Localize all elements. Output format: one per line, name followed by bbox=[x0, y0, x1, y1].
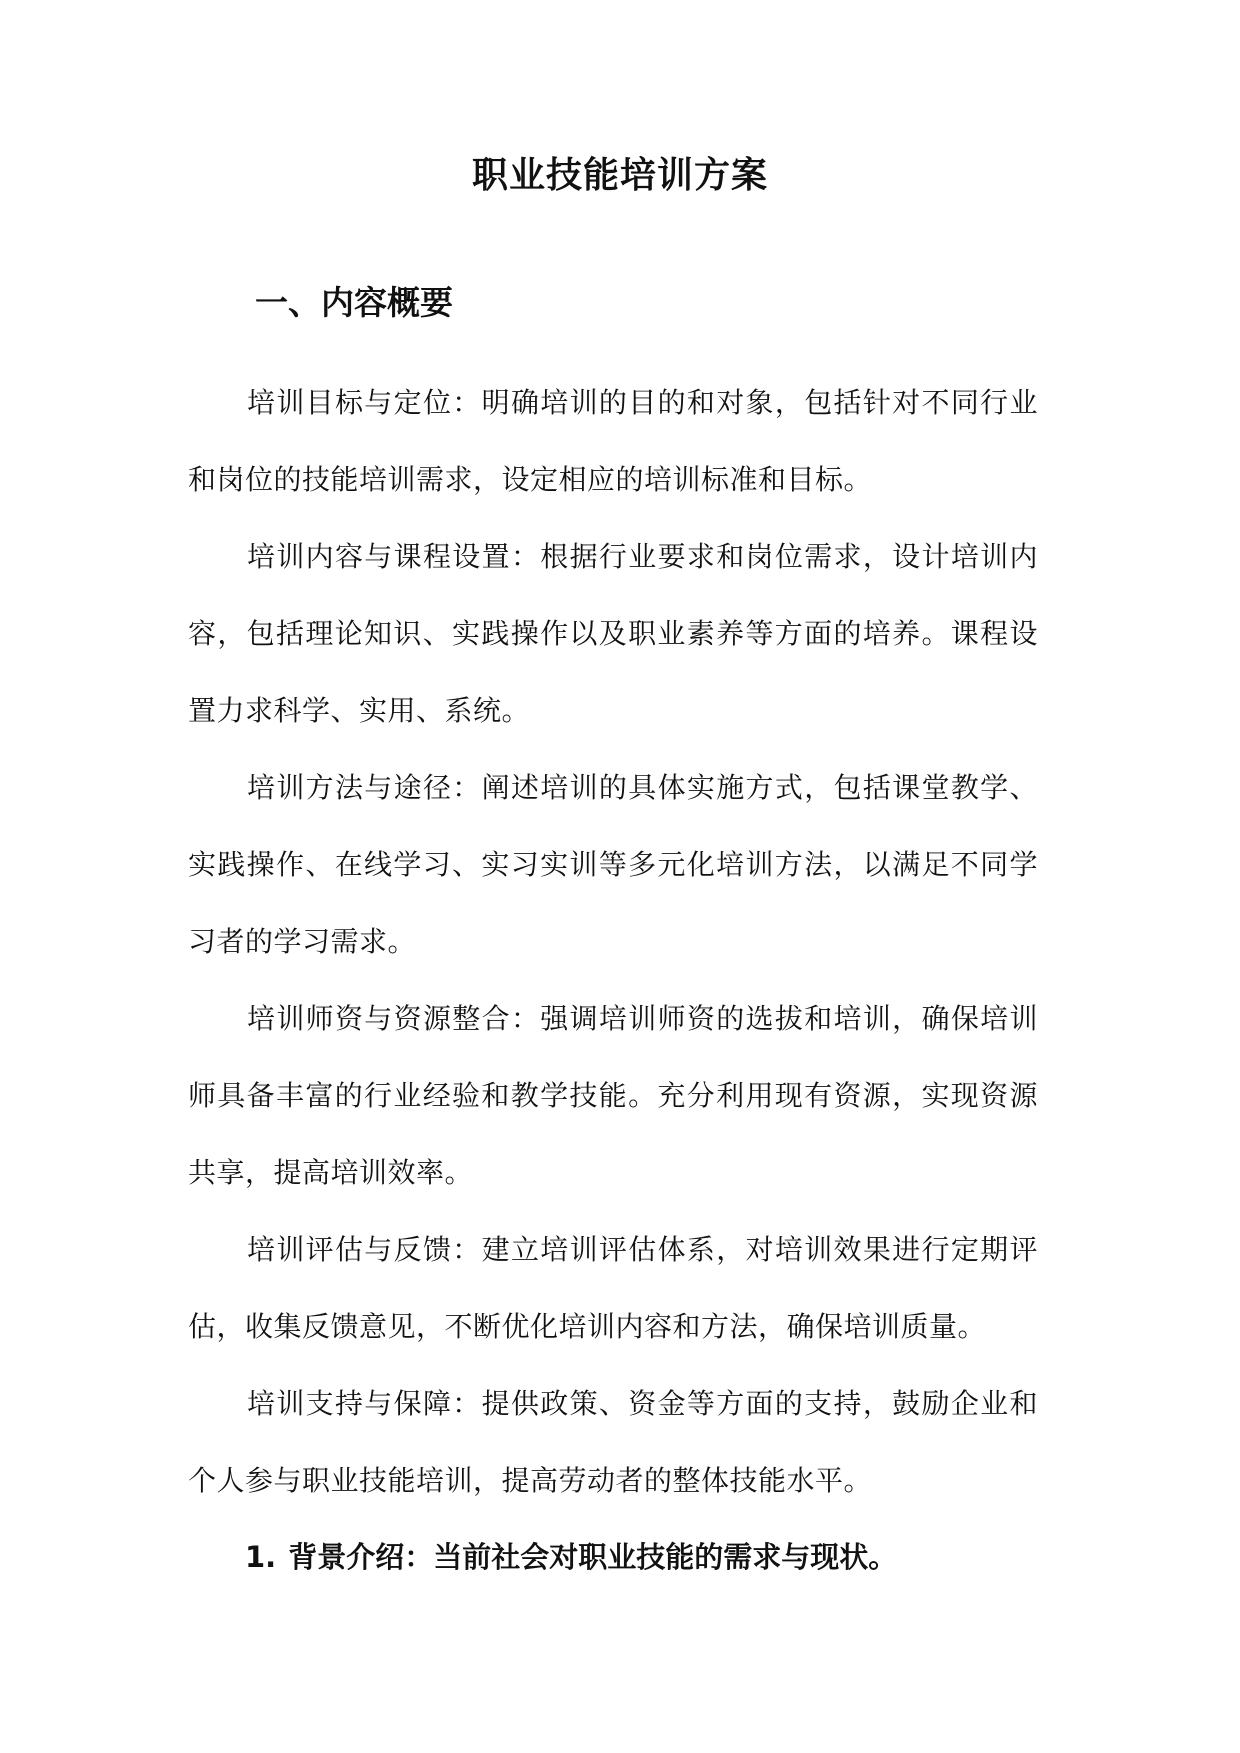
subheading-background bbox=[245, 1537, 897, 1577]
document-title: 职业技能培训方案 bbox=[471, 155, 768, 196]
paragraph-training-support: 培训支持与保障：提供政策、资金等方面的支持，鼓励企业和个人参与职业技能培训，提高劳动者的整体技能水平。 bbox=[188, 1387, 1038, 1497]
paragraph-training-methods: 培训方法与途径：阐述培训的具体实施方式，包括课堂教学、实践操作、在线学习、实习实训等多元化培训方法，以满足不同学习者的学习需求。 bbox=[188, 771, 1038, 958]
paragraph-training-evaluation: 培训评估与反馈：建立培训评估体系，对培训效果进行定期评估，收集反馈意见，不断优化培训内容和方法，确保培训质量。 bbox=[188, 1233, 1038, 1343]
section-heading: 一、内容概要 bbox=[255, 283, 453, 322]
paragraph-training-goals: 培训目标与定位：明确培训的目的和对象，包括针对不同行业和岗位的技能培训需求，设定相应的培训标准和目标。 bbox=[188, 386, 1038, 496]
paragraph-training-teachers: 培训师资与资源整合：强调培训师资的选拔和培训，确保培训师具备丰富的行业经验和教学技能。充分利用现有资源，实现资源共享，提高培训效率。 bbox=[188, 1002, 1038, 1189]
subheading-number: 1. bbox=[245, 1540, 277, 1574]
document-body bbox=[188, 364, 1038, 1519]
subheading-text: 背景介绍：当前社会对职业技能的需求与现状。 bbox=[288, 1540, 898, 1574]
paragraph-training-content: 培训内容与课程设置：根据行业要求和岗位需求，设计培训内容，包括理论知识、实践操作以及职业素养等方面的培养。课程设置力求科学、实用、系统。 bbox=[188, 540, 1038, 727]
